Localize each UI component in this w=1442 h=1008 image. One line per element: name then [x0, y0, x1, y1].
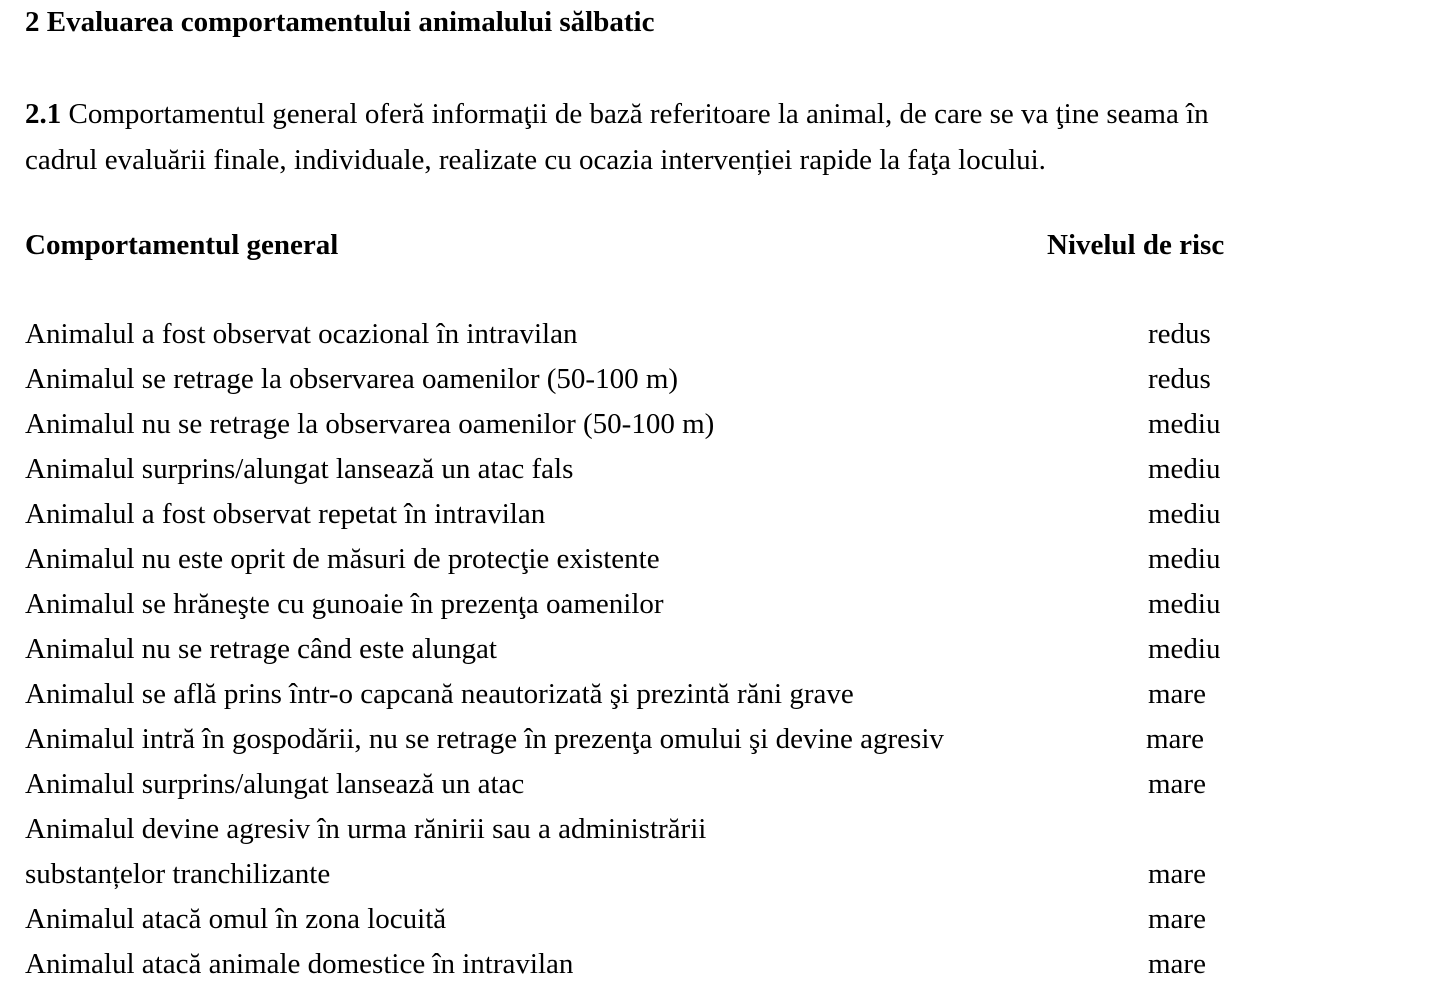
behavior-text: Animalul se află prins într-o capcană neautorizată şi prezintă răni grave — [25, 678, 854, 710]
risk-level: mediu — [1148, 453, 1221, 485]
table-row — [0, 672, 1442, 717]
table-row — [0, 492, 1442, 537]
behavior-text: Animalul se hrăneşte cu gunoaie în prezenţa oamenilor — [25, 588, 664, 620]
risk-table — [0, 312, 1442, 987]
risk-level: mare — [1146, 723, 1204, 755]
risk-level: redus — [1148, 363, 1211, 395]
table-row — [0, 942, 1442, 987]
risk-level: mare — [1148, 948, 1206, 980]
behavior-text: Animalul surprins/alungat lansează un atac — [25, 768, 525, 800]
table-row — [0, 402, 1442, 447]
risk-level: mare — [1148, 903, 1206, 935]
table-row — [0, 357, 1442, 402]
table-row — [0, 897, 1442, 942]
behavior-text: Animalul a fost observat ocazional în intravilan — [25, 318, 578, 350]
table-row — [0, 807, 1442, 897]
intro-line-2: cadrul evaluării finale, individuale, realizate cu ocazia intervenției rapide la faţa locului. — [25, 144, 1046, 176]
behavior-text: Animalul nu se retrage când este alungat — [25, 633, 497, 665]
intro-number: 2.1 — [25, 98, 62, 130]
table-row — [0, 312, 1442, 357]
intro-line-1 — [25, 91, 1442, 137]
behavior-text: Animalul nu este oprit de măsuri de protecţie existente — [25, 543, 660, 575]
risk-level: mediu — [1148, 408, 1221, 440]
intro-paragraph — [25, 91, 1442, 183]
column-header-risk: Nivelul de risc — [1047, 229, 1225, 261]
risk-level: mare — [1148, 768, 1206, 800]
table-row — [0, 717, 1442, 762]
behavior-text: Animalul atacă omul în zona locuită — [25, 903, 447, 935]
table-row — [0, 627, 1442, 672]
table-row — [0, 582, 1442, 627]
section-title: 2 Evaluarea comportamentului animalului sălbatic — [25, 6, 655, 38]
risk-level: mediu — [1148, 543, 1221, 575]
risk-level: redus — [1148, 318, 1211, 350]
behavior-text: Animalul nu se retrage la observarea oamenilor (50-100 m) — [25, 408, 715, 440]
table-row — [0, 537, 1442, 582]
risk-level: mare — [1148, 678, 1206, 710]
intro-text-1: Comportamentul general oferă informaţii de bază referitoare la animal, de care se va ţine seama în — [61, 98, 1209, 130]
column-header-behavior: Comportamentul general — [25, 229, 339, 261]
table-row — [0, 447, 1442, 492]
behavior-text-line-1: Animalul devine agresiv în urma rănirii sau a administrării — [25, 813, 707, 845]
behavior-text: Animalul se retrage la observarea oamenilor (50-100 m) — [25, 363, 679, 395]
behavior-text: Animalul surprins/alungat lansează un atac fals — [25, 453, 574, 485]
behavior-text: Animalul atacă animale domestice în intravilan — [25, 948, 574, 980]
behavior-text-line-2: substanțelor tranchilizante — [25, 858, 331, 890]
behavior-text — [25, 807, 706, 897]
table-row — [0, 762, 1442, 807]
risk-level: mediu — [1148, 633, 1221, 665]
risk-level: mare — [1148, 858, 1206, 890]
behavior-text: Animalul intră în gospodării, nu se retrage în prezenţa omului şi devine agresiv — [25, 723, 944, 755]
risk-level: mediu — [1148, 498, 1221, 530]
behavior-text: Animalul a fost observat repetat în intravilan — [25, 498, 546, 530]
risk-level: mediu — [1148, 588, 1221, 620]
